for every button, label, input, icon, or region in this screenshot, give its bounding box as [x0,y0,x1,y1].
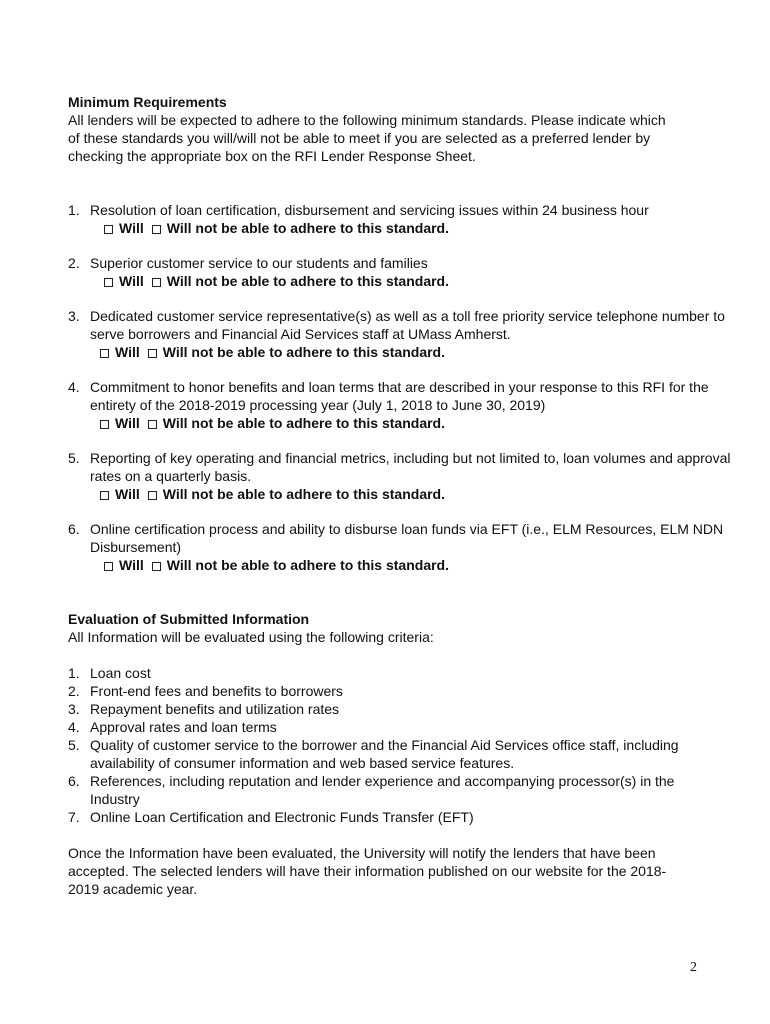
choice-row [90,485,738,503]
will-checkbox[interactable] [100,349,109,358]
choice-row [90,414,738,432]
list-item [68,736,738,772]
item-number: 4. [68,379,80,395]
choice-row [90,219,738,237]
item-number: 5. [68,737,80,753]
requirement-text: Online certification process and ability to disburse loan funds via EFT (i.e., ELM Resources, ELM NDN Disbursement) [90,521,724,555]
choice-row [90,343,738,361]
requirements-list [68,201,738,574]
item-number: 5. [68,450,80,466]
requirement-item [68,520,738,574]
requirement-item [68,378,738,432]
requirement-item [68,449,738,503]
item-number: 2. [68,255,80,271]
item-number: 2. [68,683,80,699]
will-label: Will [115,344,140,360]
minimum-requirements-heading: Minimum Requirements [68,94,227,110]
will-label: Will [115,486,140,502]
choice-row [90,556,738,574]
criterion-text: Loan cost [90,665,151,681]
will-checkbox[interactable] [104,278,113,287]
requirement-text: Commitment to honor benefits and loan terms that are described in your response to this RFI for the entirety of the 2018-2019 processing year (July 1, 2018 to June 30, 2019) [90,379,709,413]
will-label: Will [119,557,144,573]
list-item [68,682,738,700]
evaluation-intro: All Information will be evaluated using the following criteria: [68,629,434,645]
will-not-checkbox[interactable] [148,420,157,429]
list-item [68,700,738,718]
criterion-text: Online Loan Certification and Electronic Funds Transfer (EFT) [90,809,474,825]
will-not-label: Will not be able to adhere to this standard. [162,486,446,502]
requirement-text: Resolution of loan certification, disbursement and servicing issues within 24 business hour [90,202,649,218]
will-not-label: Will not be able to adhere to this standard. [162,415,446,431]
minimum-requirements-intro: All lenders will be expected to adhere to the following minimum standards. Please indicate which of these standards you will/will not be able to meet if you are selected as a preferred lender by checking the appropriate box on the RFI Lender Response Sheet. [68,112,666,164]
will-checkbox[interactable] [100,491,109,500]
item-number: 3. [68,701,80,717]
will-label: Will [115,415,140,431]
criteria-list [68,664,738,826]
criterion-text: Front-end fees and benefits to borrowers [90,683,343,699]
will-checkbox[interactable] [104,225,113,234]
criterion-text: Approval rates and loan terms [90,719,277,735]
will-not-checkbox[interactable] [152,278,161,287]
requirement-item [68,201,738,237]
item-number: 4. [68,719,80,735]
will-checkbox[interactable] [100,420,109,429]
list-item [68,664,738,682]
will-not-label: Will not be able to adhere to this standard. [166,557,450,573]
will-checkbox[interactable] [104,562,113,571]
requirement-item [68,254,738,290]
requirement-item [68,307,738,361]
item-number: 1. [68,202,80,218]
criterion-text: References, including reputation and lender experience and accompanying processor(s) in the Industry [90,773,675,807]
page-number: 2 [690,960,697,975]
will-not-checkbox[interactable] [148,491,157,500]
requirement-text: Dedicated customer service representative(s) as well as a toll free priority service telephone number to serve borrowers and Financial Aid Services staff at UMass Amherst. [90,308,725,342]
document-page [68,93,738,898]
will-not-label: Will not be able to adhere to this standard. [166,220,450,236]
requirement-text: Superior customer service to our students and families [90,255,428,271]
item-number: 7. [68,809,80,825]
list-item [68,772,690,808]
item-number: 6. [68,773,80,789]
will-not-label: Will not be able to adhere to this standard. [166,273,450,289]
item-number: 1. [68,665,80,681]
will-not-checkbox[interactable] [152,225,161,234]
will-label: Will [119,220,144,236]
criterion-text: Repayment benefits and utilization rates [90,701,340,717]
list-item [68,808,738,826]
criterion-text: Quality of customer service to the borrower and the Financial Aid Services office staff, including availability of consumer information and web based service features. [90,737,679,771]
evaluation-section [68,610,738,898]
closing-paragraph: Once the Information have been evaluated, the University will notify the lenders that have been accepted. The selected lenders will have their information published on our website for the 2018-2019 academic year. [68,845,667,897]
will-not-checkbox[interactable] [152,562,161,571]
will-not-checkbox[interactable] [148,349,157,358]
item-number: 3. [68,308,80,324]
will-not-label: Will not be able to adhere to this standard. [162,344,446,360]
item-number: 6. [68,521,80,537]
will-label: Will [119,273,144,289]
requirement-text: Reporting of key operating and financial metrics, including but not limited to, loan volumes and approval rates on a quarterly basis. [90,450,731,484]
evaluation-heading: Evaluation of Submitted Information [68,611,310,627]
list-item [68,718,738,736]
choice-row [90,272,738,290]
